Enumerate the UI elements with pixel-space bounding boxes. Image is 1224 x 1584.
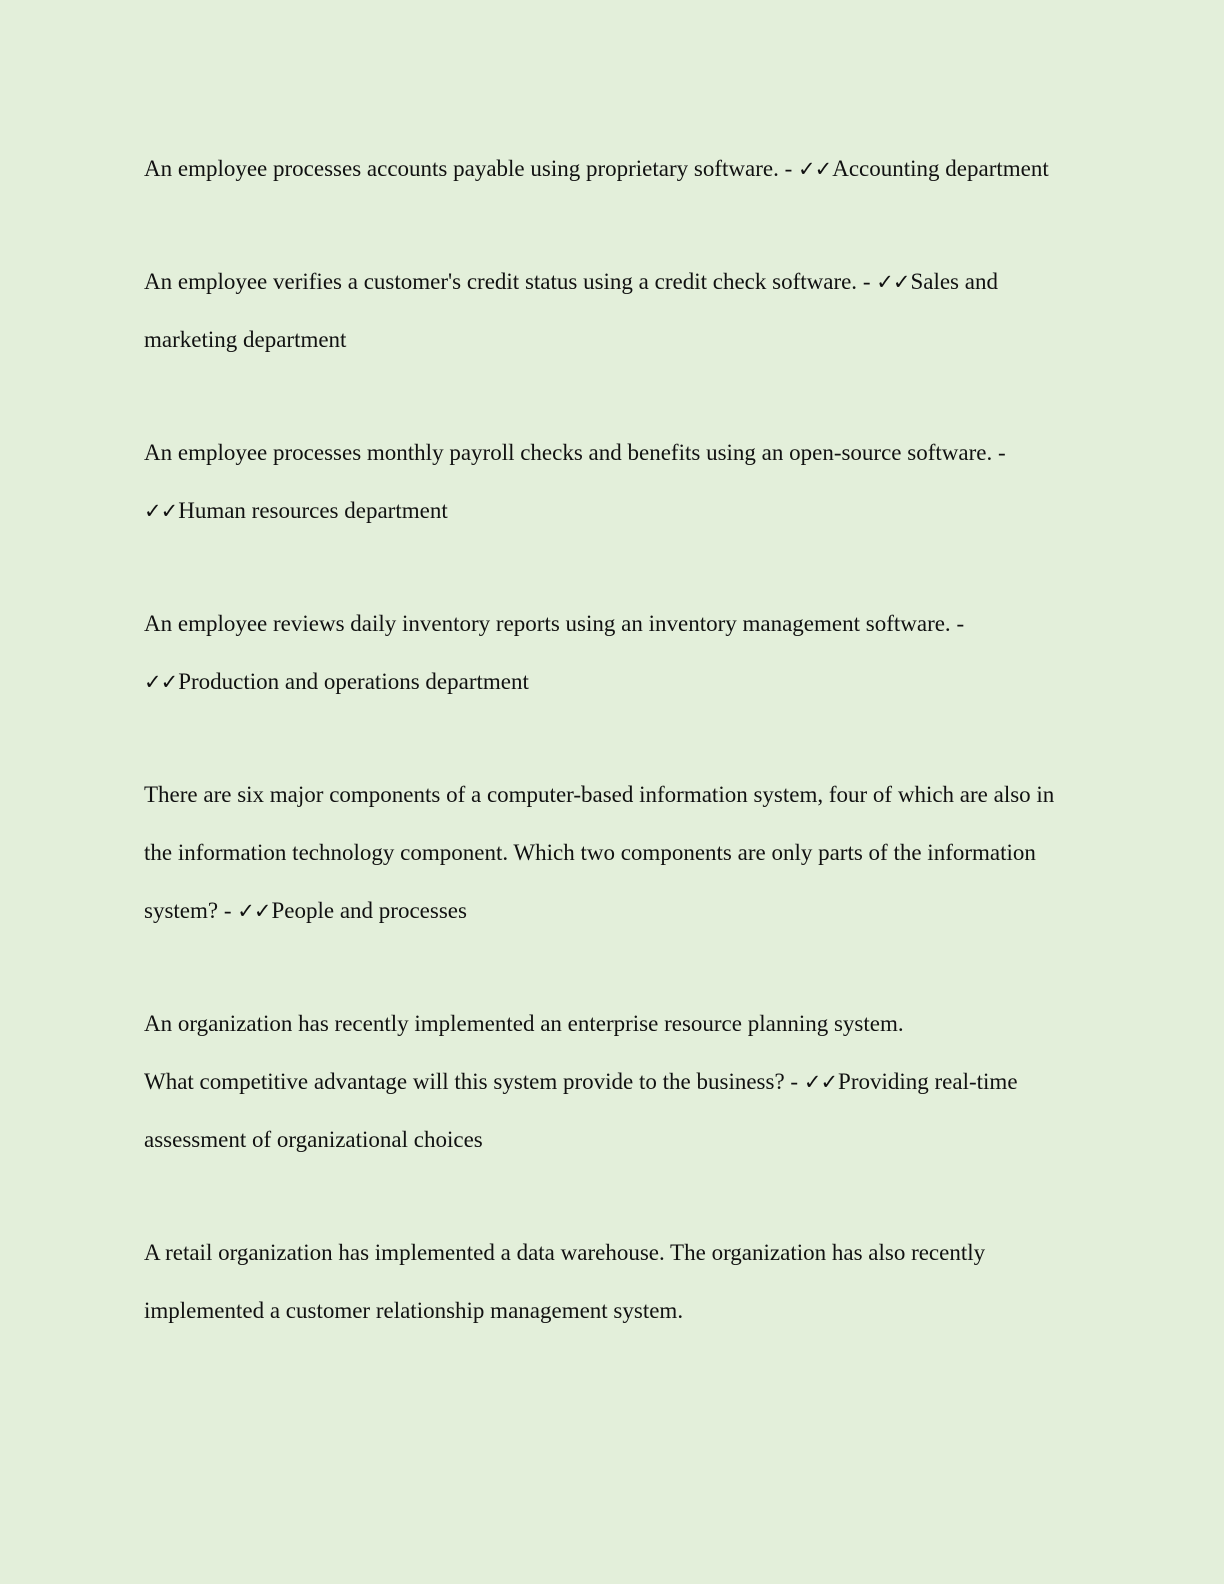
qa-item	[144, 140, 1084, 198]
question-text-line-1: An organization has recently implemented an enterprise resource planning system.	[144, 1011, 904, 1036]
question-text: An employee verifies a customer's credit status using a credit check software.	[144, 269, 858, 294]
separator: -	[992, 440, 1012, 465]
answer-text: People and processes	[271, 898, 467, 923]
answer-text: Providing real-time assessment of organizational choices	[144, 1069, 1018, 1152]
qa-item	[144, 766, 1084, 940]
double-check-icon: ✓✓	[876, 270, 910, 294]
qa-item	[144, 595, 1084, 711]
question-text: There are six major components of a computer-based information system, four of which are also in the information technology component. Which two components are only parts of the information system?	[144, 782, 1055, 923]
question-text: An employee processes monthly payroll checks and benefits using an open-source software.	[144, 440, 993, 465]
double-check-icon: ✓✓	[803, 1070, 838, 1094]
separator: -	[950, 611, 970, 636]
question-text: A retail organization has implemented a data warehouse. The organization has also recently implemented a customer relationship management system.	[144, 1240, 986, 1323]
double-check-icon: ✓✓	[144, 670, 178, 694]
answer-text: Production and operations department	[178, 669, 529, 694]
question-text-line-2: What competitive advantage will this system provide to the business?	[144, 1069, 785, 1094]
question-text: An employee processes accounts payable using proprietary software.	[144, 156, 779, 181]
answer-text: Human resources department	[178, 498, 448, 523]
double-check-icon: ✓✓	[144, 499, 178, 523]
answer-text: Sales and marketing department	[144, 269, 998, 352]
qa-item	[144, 995, 1084, 1169]
qa-item	[144, 424, 1084, 540]
separator: -	[857, 269, 877, 294]
document-page	[144, 140, 1084, 1395]
qa-item	[144, 1224, 1084, 1340]
separator: -	[218, 898, 238, 923]
double-check-icon: ✓✓	[798, 157, 832, 181]
answer-text: Accounting department	[832, 156, 1049, 181]
double-check-icon: ✓✓	[237, 899, 271, 923]
question-text: An employee reviews daily inventory reports using an inventory management software.	[144, 611, 951, 636]
qa-item	[144, 253, 1084, 369]
separator: -	[778, 156, 799, 181]
separator: -	[784, 1069, 804, 1094]
